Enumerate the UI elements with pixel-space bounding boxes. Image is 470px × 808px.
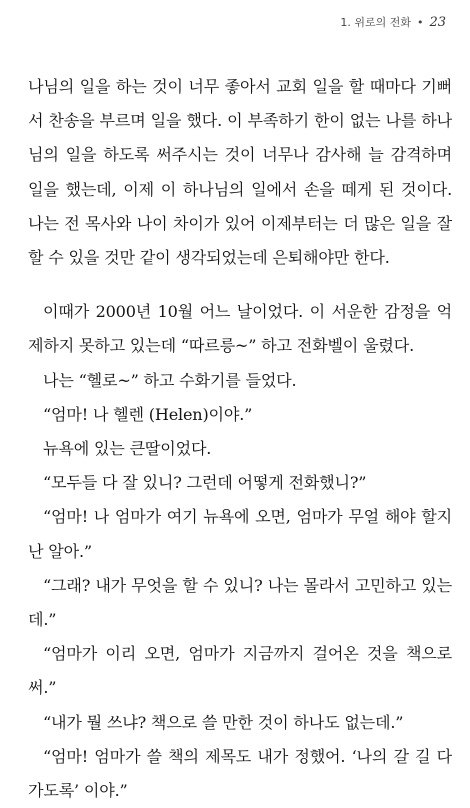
paragraph: “그래? 내가 무엇을 할 수 있니? 나는 몰라서 고민하고 있는데.” [28,575,452,630]
paragraph: 나님의 일을 하는 것이 너무 좋아서 교회 일을 할 때마다 기뻐서 찬송을 부르며 일을 했다. 이 부족하기 한이 없는 나를 하나님의 일을 하도록 써주시는 것이 너무나 감사해 늘 감격하며 일을 했는데, 이제 이 하나님의 일에서 손을 떼게 된 것이다. 나는 전 목사와 나이 차이가 있어 이제부터는 더 많은 일을 잘 할 수 있을 것만 같이 생각되었는데 은퇴해야만 한다. [28,77,452,268]
body-text [28,70,452,808]
header-separator: • [416,16,424,29]
paragraph: 뉴욕에 있는 큰딸이었다. [43,439,212,459]
chapter-title: 1. 위로의 전화 [340,16,411,29]
paragraph: “엄마! 나 헬렌 (Helen)이야.” [43,404,253,424]
page-number: 23 [429,15,446,30]
paragraph: “엄마가 이리 오면, 엄마가 지금까지 걸어온 것을 책으로 써.” [28,644,452,698]
paragraph: “모두들 다 잘 있니? 그런데 어떻게 전화했니?” [43,473,367,493]
paragraph: “엄마! 나 엄마가 여기 뉴욕에 오면, 엄마가 무얼 해야 할지 난 알아.” [28,507,452,561]
paragraph: 나는 “헬로~” 하고 수화기를 들었다. [43,370,297,390]
running-header [340,14,446,30]
paragraph: “엄마! 엄마가 쓸 책의 제목도 내가 정했어. ‘나의 갈 길 다 가도록’ 이야.” [28,746,452,801]
paragraph: 이때가 2000년 10월 어느 날이었다. 이 서운한 감정을 억제하지 못하고 있는데 “따르릉~” 하고 전화벨이 울렸다. [28,302,452,356]
paragraph: “내가 뭘 쓰냐? 책으로 쓸 만한 것이 하나도 없는데.” [43,712,404,732]
